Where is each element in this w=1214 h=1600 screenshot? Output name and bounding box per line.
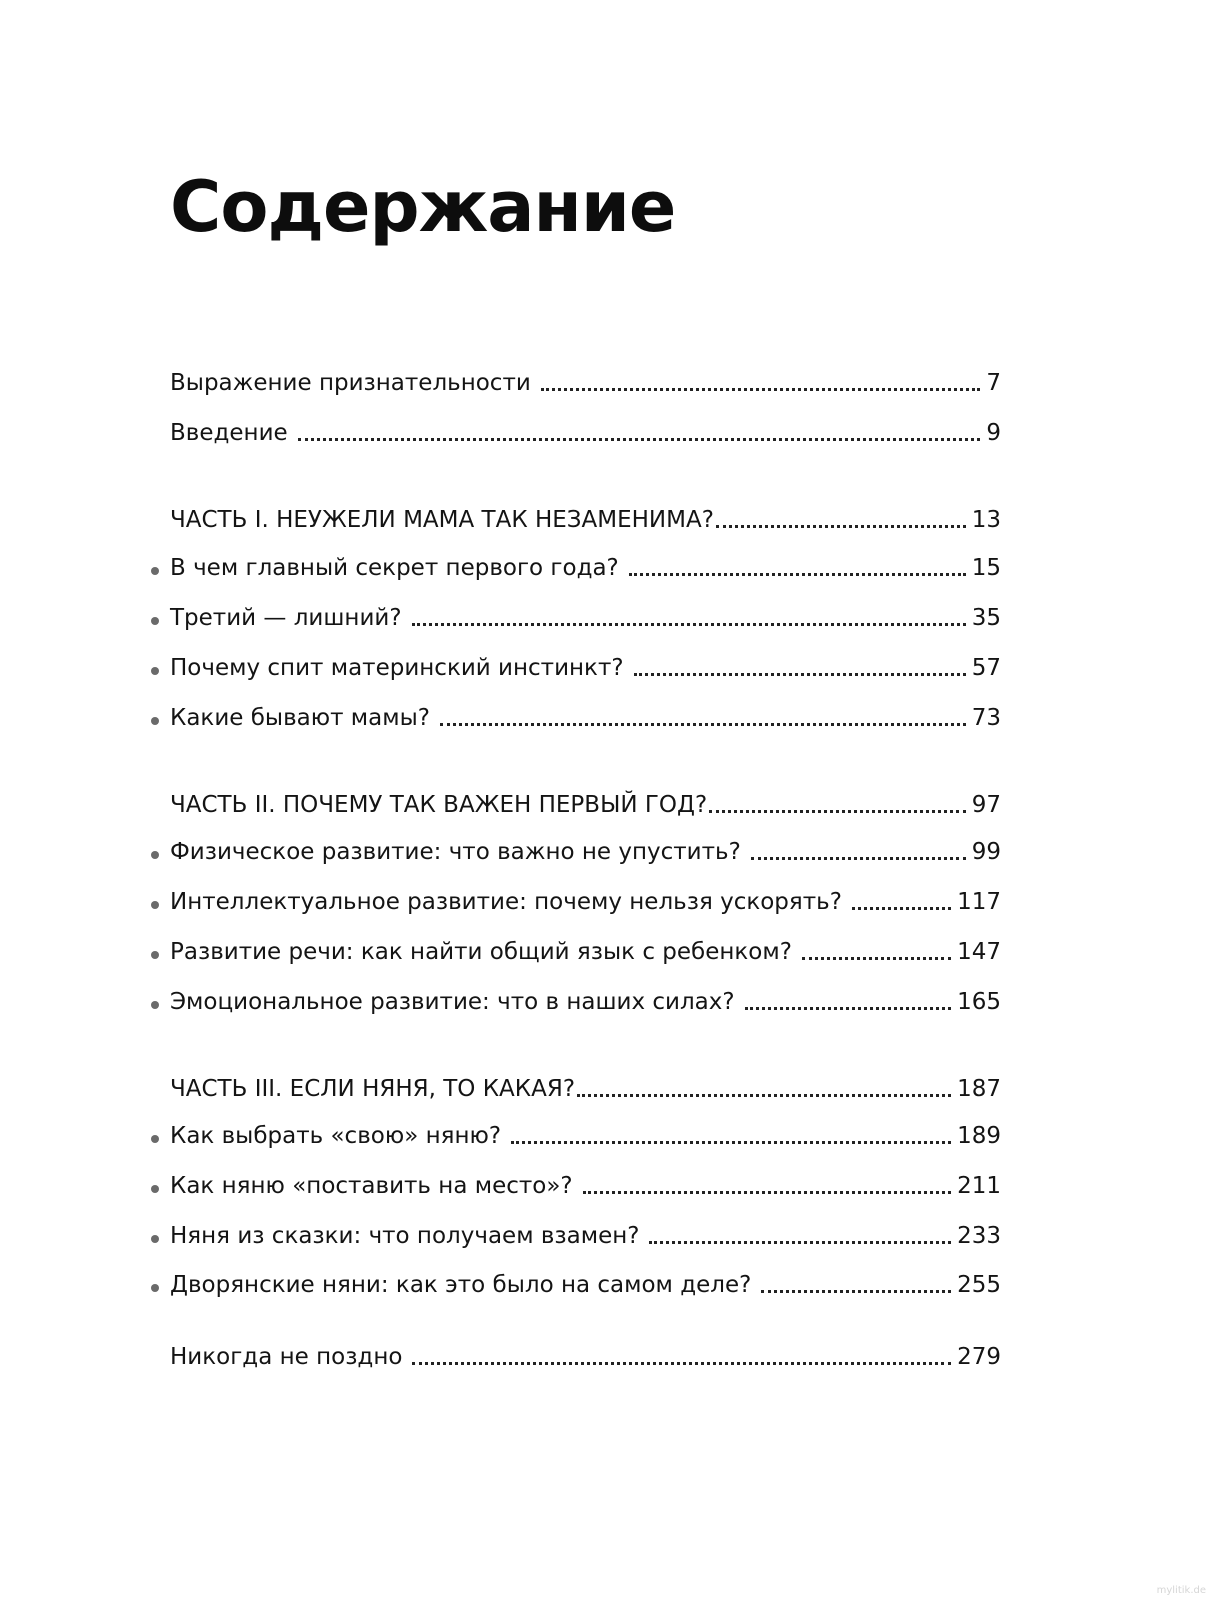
- toc-entry-page-number: 97: [971, 792, 1001, 818]
- toc-entry-title: ЧАСТЬ II. ПОЧЕМУ ТАК ВАЖЕН ПЕРВЫЙ ГОД?: [170, 792, 708, 818]
- toc-entry-page-number: 279: [957, 1344, 1001, 1370]
- page-title: Содержание: [170, 166, 676, 248]
- toc-entry-page-number: 57: [971, 655, 1001, 681]
- bullet-icon: [151, 617, 159, 625]
- toc-entry: [170, 1069, 1001, 1105]
- toc-entry-page-number: 233: [957, 1223, 1001, 1249]
- toc-entry: [170, 698, 1001, 734]
- toc-entry-page-number: 187: [957, 1076, 1001, 1102]
- dot-leader: [745, 1007, 952, 1010]
- bullet-icon: [151, 567, 159, 575]
- toc-entry-page-number: 211: [957, 1173, 1001, 1199]
- dot-leader: [649, 1241, 951, 1244]
- toc-entry-page-number: 15: [971, 555, 1001, 581]
- bullet-icon: [151, 1235, 159, 1243]
- bullet-icon: [151, 717, 159, 725]
- bullet-icon: [151, 1185, 159, 1193]
- toc-entry-title: В чем главный секрет первого года?: [170, 555, 619, 581]
- bullet-icon: [151, 901, 159, 909]
- toc-entry-title: Третий — лишний?: [170, 605, 402, 631]
- toc-entry: [170, 363, 1001, 399]
- dot-leader: [716, 525, 966, 528]
- toc-entry-page-number: 99: [971, 839, 1001, 865]
- dot-leader: [802, 957, 951, 960]
- toc-entry: [170, 1265, 1001, 1301]
- toc-entry-title: Няня из сказки: что получаем взамен?: [170, 1223, 640, 1249]
- toc-entry-title: Развитие речи: как найти общий язык с ребенком?: [170, 939, 792, 965]
- toc-entry-title: ЧАСТЬ III. ЕСЛИ НЯНЯ, ТО КАКАЯ?: [170, 1076, 576, 1102]
- watermark: mylitik.de: [1156, 1585, 1206, 1596]
- dot-leader: [852, 907, 951, 910]
- dot-leader: [577, 1094, 951, 1097]
- dot-leader: [709, 810, 966, 813]
- toc-entry-title: Выражение признательности: [170, 370, 531, 396]
- toc-entry-page-number: 35: [971, 605, 1001, 631]
- toc-entry-title: ЧАСТЬ I. НЕУЖЕЛИ МАМА ТАК НЕЗАМЕНИМА?: [170, 507, 714, 533]
- toc-entry: [170, 413, 1001, 449]
- toc-entry: [170, 548, 1001, 584]
- toc-entry-page-number: 13: [971, 507, 1001, 533]
- dot-leader: [412, 623, 966, 626]
- toc-entry-title: Как няню «поставить на место»?: [170, 1173, 573, 1199]
- toc-entry-page-number: 147: [957, 939, 1001, 965]
- dot-leader: [629, 573, 966, 576]
- dot-leader: [412, 1362, 951, 1365]
- bullet-icon: [151, 1284, 159, 1292]
- toc-entry: [170, 832, 1001, 868]
- dot-leader: [511, 1141, 951, 1144]
- toc-entry: [170, 598, 1001, 634]
- toc-entry-title: Почему спит материнский инстинкт?: [170, 655, 624, 681]
- dot-leader: [583, 1191, 951, 1194]
- toc-entry: [170, 932, 1001, 968]
- toc-entry-page-number: 9: [986, 420, 1001, 446]
- dot-leader: [751, 857, 966, 860]
- toc-entry: [170, 1166, 1001, 1202]
- toc-entry-title: Какие бывают мамы?: [170, 705, 430, 731]
- toc-entry-title: Введение: [170, 420, 288, 446]
- toc-entry: [170, 648, 1001, 684]
- bullet-icon: [151, 1001, 159, 1009]
- dot-leader: [761, 1290, 951, 1293]
- toc-entry-page-number: 189: [957, 1123, 1001, 1149]
- toc-entry-title: Никогда не поздно: [170, 1344, 403, 1370]
- toc-entry-page-number: 255: [957, 1272, 1001, 1298]
- bullet-icon: [151, 667, 159, 675]
- toc-entry-title: Эмоциональное развитие: что в наших силах?: [170, 989, 735, 1015]
- toc-entry: [170, 982, 1001, 1018]
- bullet-icon: [151, 851, 159, 859]
- toc-entry-page-number: 7: [986, 370, 1001, 396]
- dot-leader: [440, 723, 966, 726]
- toc-entry: [170, 1116, 1001, 1152]
- toc-entry-page-number: 165: [957, 989, 1001, 1015]
- dot-leader: [298, 438, 981, 441]
- toc-entry-title: Дворянские няни: как это было на самом деле?: [170, 1272, 752, 1298]
- bullet-icon: [151, 951, 159, 959]
- toc-entry: [170, 1216, 1001, 1252]
- toc-entry-page-number: 117: [957, 889, 1001, 915]
- toc-entry-title: Физическое развитие: что важно не упустить?: [170, 839, 741, 865]
- bullet-icon: [151, 1135, 159, 1143]
- toc-entry: [170, 1337, 1001, 1373]
- toc-entry: [170, 785, 1001, 821]
- toc-entry-title: Интеллектуальное развитие: почему нельзя ускорять?: [170, 889, 842, 915]
- toc-entry: [170, 882, 1001, 918]
- dot-leader: [634, 673, 966, 676]
- toc-entry: [170, 500, 1001, 536]
- toc-entry-page-number: 73: [971, 705, 1001, 731]
- dot-leader: [541, 388, 981, 391]
- toc-entry-title: Как выбрать «свою» няню?: [170, 1123, 502, 1149]
